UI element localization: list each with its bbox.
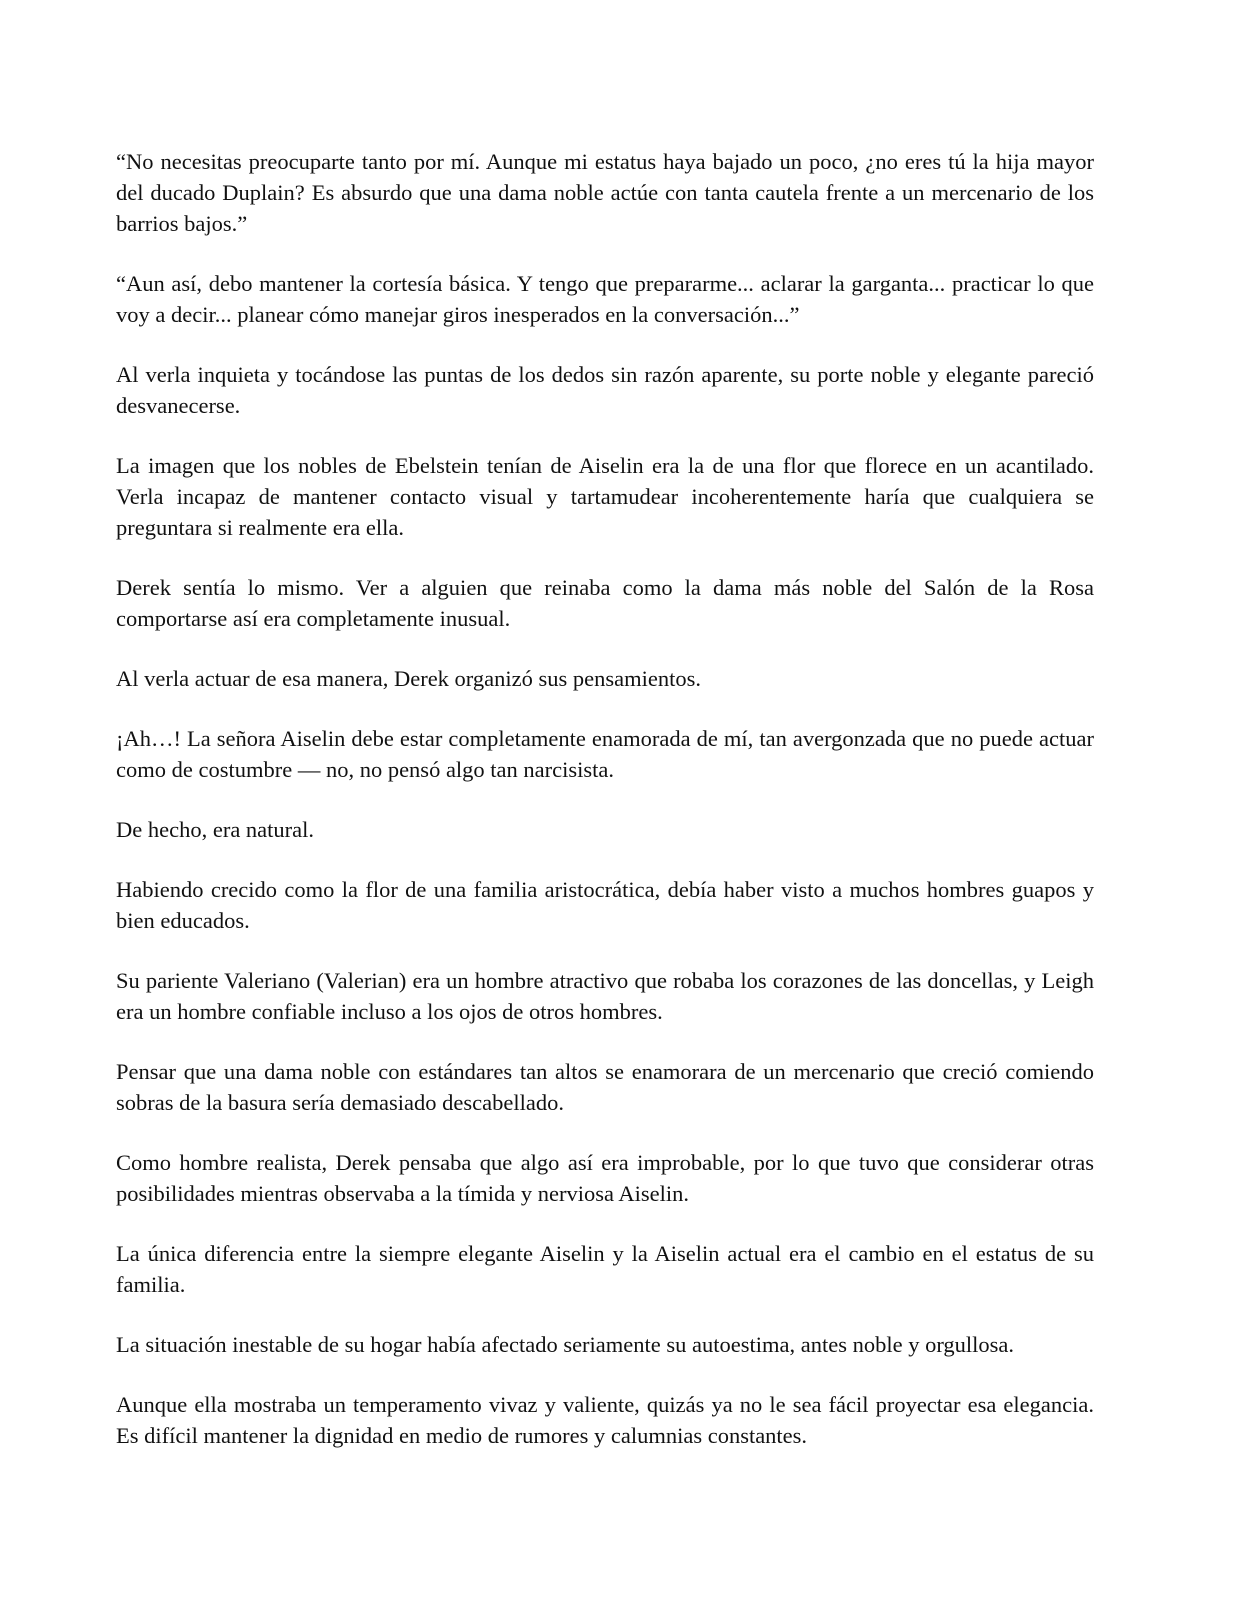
paragraph-9: Habiendo crecido como la flor de una familia aristocrática, debía haber visto a muchos hombres guapos y bien educados. [116,877,1094,933]
paragraph-7: ¡Ah…! La señora Aiselin debe estar completamente enamorada de mí, tan avergonzada que no puede actuar como de costumbre — no, no pensó algo tan narcisista. [116,726,1094,782]
paragraph-14: La situación inestable de su hogar había afectado seriamente su autoestima, antes noble y orgullosa. [116,1332,1015,1357]
paragraph-13: La única diferencia entre la siempre elegante Aiselin y la Aiselin actual era el cambio en el estatus de su familia. [116,1241,1094,1297]
paragraph-3: Al verla inquieta y tocándose las puntas de los dedos sin razón aparente, su porte noble y elegante pareció desvanecerse. [116,362,1094,418]
paragraph-6: Al verla actuar de esa manera, Derek organizó sus pensamientos. [116,666,701,691]
document-body [116,146,1094,1451]
paragraph-10: Su pariente Valeriano (Valerian) era un hombre atractivo que robaba los corazones de las doncellas, y Leigh era un hombre confiable incluso a los ojos de otros hombres. [116,968,1094,1024]
paragraph-2: “Aun así, debo mantener la cortesía básica. Y tengo que prepararme... aclarar la garganta... practicar lo que voy a decir... planear cómo manejar giros inesperados en la conversación...” [116,271,1094,327]
paragraph-15: Aunque ella mostraba un temperamento vivaz y valiente, quizás ya no le sea fácil proyectar esa elegancia. Es difícil mantener la dignidad en medio de rumores y calumnias constantes. [116,1392,1094,1448]
paragraph-8: De hecho, era natural. [116,817,315,842]
paragraph-4: La imagen que los nobles de Ebelstein tenían de Aiselin era la de una flor que florece en un acantilado. Verla incapaz de mantener contacto visual y tartamudear incoherentemente haría que cualquiera se preguntara si realmente era ella. [116,453,1094,540]
paragraph-1: “No necesitas preocuparte tanto por mí. Aunque mi estatus haya bajado un poco, ¿no eres tú la hija mayor del ducado Duplain? Es absurdo que una dama noble actúe con tanta cautela frente a un mercenario de los barrios bajos.” [116,149,1094,236]
paragraph-12: Como hombre realista, Derek pensaba que algo así era improbable, por lo que tuvo que considerar otras posibilidades mientras observaba a la tímida y nerviosa Aiselin. [116,1150,1094,1206]
paragraph-5: Derek sentía lo mismo. Ver a alguien que reinaba como la dama más noble del Salón de la Rosa comportarse así era completamente inusual. [116,575,1094,631]
paragraph-11: Pensar que una dama noble con estándares tan altos se enamorara de un mercenario que creció comiendo sobras de la basura sería demasiado descabellado. [116,1059,1094,1115]
